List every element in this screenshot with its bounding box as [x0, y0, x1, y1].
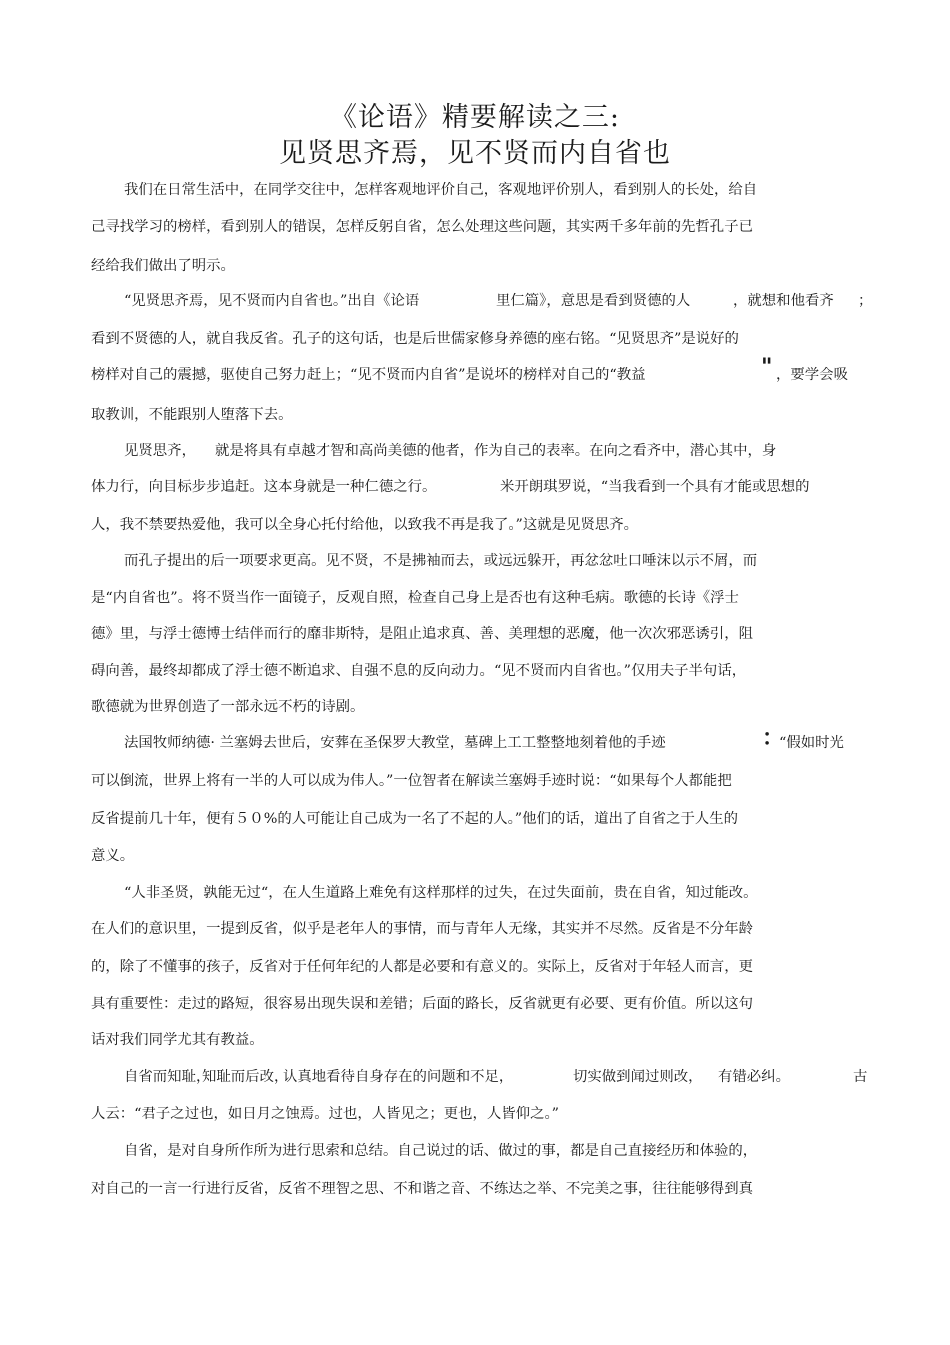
text-line: 在人们的意识里，一提到反省，似乎是老年人的事情，而与青年人无缘，其实并不尽然。反省是不分年龄 — [91, 921, 753, 937]
text-line: 古 — [853, 1069, 868, 1085]
text-line: 意义。 — [91, 848, 135, 864]
text-line: 看到不贤德的人，就自我反省。孔子的这句话，也是后世儒家修身养德的座右铭。“见贤思齐”是说好的 — [91, 331, 739, 347]
page-title-line2: 见贤思齐焉，见不贤而内自省也 — [279, 138, 671, 169]
text-line: 有错必纠。 — [718, 1069, 790, 1085]
page-title-line1: 《论语》精要解读之三: — [329, 102, 621, 133]
text-line: 话对我们同学尤其有教益。 — [91, 1032, 264, 1048]
text-line: 而孔子提出的后一项要求更高。见不贤，不是拂袖而去，或远远躲开，再忿忿吐口唾沫以示不屑，而 — [124, 553, 758, 569]
text-line: 己寻找学习的榜样，看到别人的错误，怎样反躬自省，怎么处理这些问题，其实两千多年前的先哲孔子已 — [91, 219, 753, 235]
text-line: 就是将具有卓越才智和高尚美德的他者，作为自己的表率。在向之看齐中，潜心其中，身 — [215, 443, 777, 459]
text-line: 榜样对自己的震撼，驱使自己努力赶上；“见不贤而内自省”是说坏的榜样对自己的“教益 — [91, 367, 646, 383]
text-line: ； — [858, 293, 873, 309]
text-line: 反省提前几十年，便有５０%的人可能让自己成为一名了不起的人。”他们的话，道出了自省之于人生的 — [91, 811, 739, 827]
text-line: 切实做到闻过则改， — [573, 1069, 703, 1085]
text-line: 是“内自省也”。将不贤当作一面镜子，反观自照，检查自己身上是否也有这种毛病。歌德的长诗《浮士 — [91, 590, 739, 606]
text-line: 人，我不禁要热爱他，我可以全身心托付给他，以致我不再是我了。”这就是见贤思齐。 — [91, 517, 639, 533]
text-line: “人非圣贤，孰能无过“，在人生道路上难免有这样那样的过失，在过失面前，贵在自省，知过能改。 — [124, 885, 758, 901]
text-line: 知耻而后改， — [202, 1069, 289, 1085]
text-line: 经给我们做出了明示。 — [91, 258, 235, 274]
text-line: 歌德就为世界创造了一部永远不朽的诗剧。 — [91, 699, 365, 715]
text-line: 可以倒流，世界上将有一半的人可以成为伟人。”一位智者在解读兰塞姆手迹时说：“如果每个人都能把 — [91, 773, 732, 789]
text-line: 取教训，不能跟别人堕落下去。 — [91, 407, 293, 423]
text-line: 碍向善，最终却都成了浮士德不断追求、自强不息的反向动力。“见不贤而内自省也。”仅用夫子半句话， — [91, 663, 747, 679]
text-line: 自省而知耻， — [124, 1069, 211, 1085]
text-line: 人云：“君子之过也，如日月之蚀焉。过也，人皆见之；更也，人皆仰之。” — [91, 1106, 560, 1122]
text-line: “见贤思齐焉，见不贤而内自省也。”出自《论语 — [124, 293, 420, 309]
text-line: 我们在日常生活中，在同学交往中，怎样客观地评价自己，客观地评价别人，看到别人的长处，给自 — [124, 182, 758, 198]
text-line: 德》里，与浮士德博士结伴而行的靡非斯特，是阻止追求真、善、美理想的恶魔，他一次次邪恶诱引，阻 — [91, 626, 753, 642]
text-line: 的，除了不懂事的孩子，反省对于任何年纪的人都是必要和有意义的。实际上，反省对于年轻人而言，更 — [91, 959, 753, 975]
text-line: 对自己的一言一行进行反省，反省不理智之思、不和谐之音、不练达之举、不完美之事，往往能够得到真 — [91, 1181, 753, 1197]
text-line: 法国牧师纳德· 兰塞姆去世后，安葬在圣保罗大教堂，墓碑上工工整整地刻着他的手迹 — [124, 735, 666, 751]
text-line: 认真地看待自身存在的问题和不足， — [283, 1069, 514, 1085]
text-line: 见贤思齐， — [124, 443, 196, 459]
text-line: “假如时光 — [779, 735, 844, 751]
colon-mark: ： — [762, 725, 785, 751]
quote-mark: " — [761, 354, 773, 380]
text-line: 自省，是对自身所作所为进行思索和总结。自己说过的话、做过的事，都是自己直接经历和体验的， — [124, 1143, 758, 1159]
text-line: 里仁篇》，意思是看到贤德的人 — [496, 293, 691, 309]
text-line: 体力行，向目标步步追赶。这本身就是一种仁德之行。 — [91, 479, 437, 495]
text-line: 米开朗琪罗说，“当我看到一个具有才能或思想的 — [500, 479, 810, 495]
text-line: 具有重要性：走过的路短，很容易出现失误和差错；后面的路长，反省就更有必要、更有价值。所以这句 — [91, 996, 753, 1012]
text-line: ，就想和他看齐 — [733, 293, 834, 309]
text-line: ，要学会吸 — [776, 367, 848, 383]
